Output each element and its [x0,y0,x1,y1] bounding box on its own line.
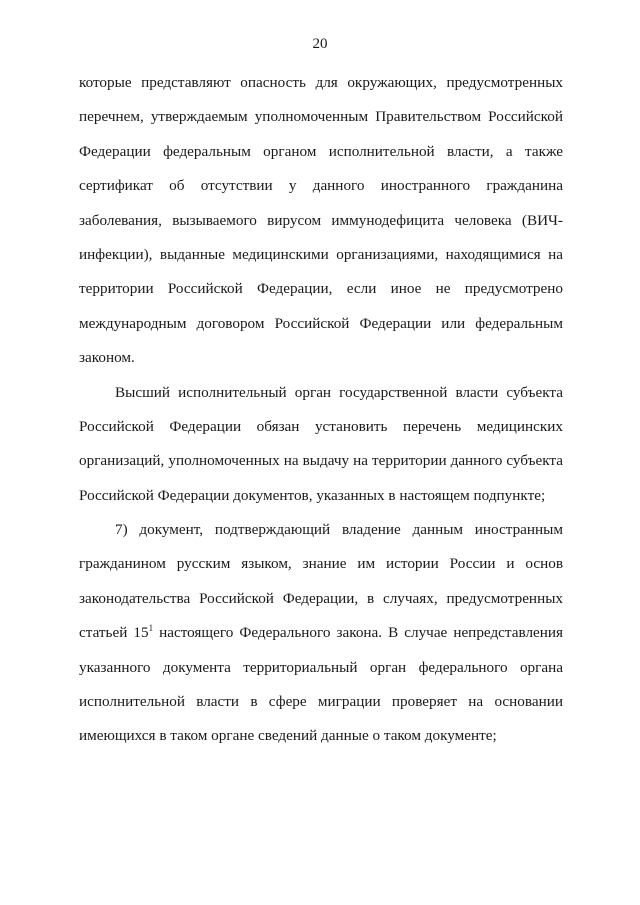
text-line: которые представляют опасность для окружающих, предусмотренных [79,74,563,91]
text-line: законодательства Российской Федерации, в случаях, предусмотренных [79,589,563,607]
text-fragment: настоящего Федерального закона. В случае непредставления [153,624,564,642]
article-superscript: 1 [148,623,154,634]
text-line: инфекции), выданные медицинскими организациями, находящимися на [79,245,563,263]
text-line: заболевания, вызываемого вирусом иммунодефицита человека (ВИЧ- [79,211,563,229]
text-line: исполнительной власти в сфере миграции проверяет на основании [79,693,563,711]
text-line: международным договором Российской Федерации или федеральным [79,314,563,332]
text-line: имеющихся в таком органе сведений данные о таком документе; [79,727,497,745]
paragraph-regional-authority [79,376,563,514]
text-line: Российской Федерации обязан установить перечень медицинских [79,417,563,435]
text-line: Российской Федерации документов, указанных в настоящем подпункте; [79,486,546,504]
text-line: Федерации федеральным органом исполнительной власти, а также [79,142,563,160]
text-line: Высший исполнительный орган государственной власти субъекта [115,383,563,401]
text-fragment: статьей 15 [79,624,149,642]
page-number: 20 [312,36,328,52]
paragraph-medical-certificates [79,66,563,376]
text-line: перечнем, утверждаемым уполномоченным Правительством Российской [79,108,563,126]
document-body [79,66,563,754]
paragraph-item-7 [79,513,563,754]
text-line: 7) документ, подтверждающий владение данным иностранным [115,521,563,539]
text-line: сертификат об отсутствии у данного иностранного гражданина [79,177,563,195]
text-line-with-superscript [79,616,563,650]
text-line: законом. [79,349,135,367]
text-line: территории Российской Федерации, если иное не предусмотрено [79,280,563,298]
text-line: гражданином русским языком, знание им истории России и основ [79,555,563,573]
text-line: организаций, уполномоченных на выдачу на территории данного субъекта [79,452,563,470]
text-line: указанного документа территориальный орган федерального органа [79,658,563,676]
